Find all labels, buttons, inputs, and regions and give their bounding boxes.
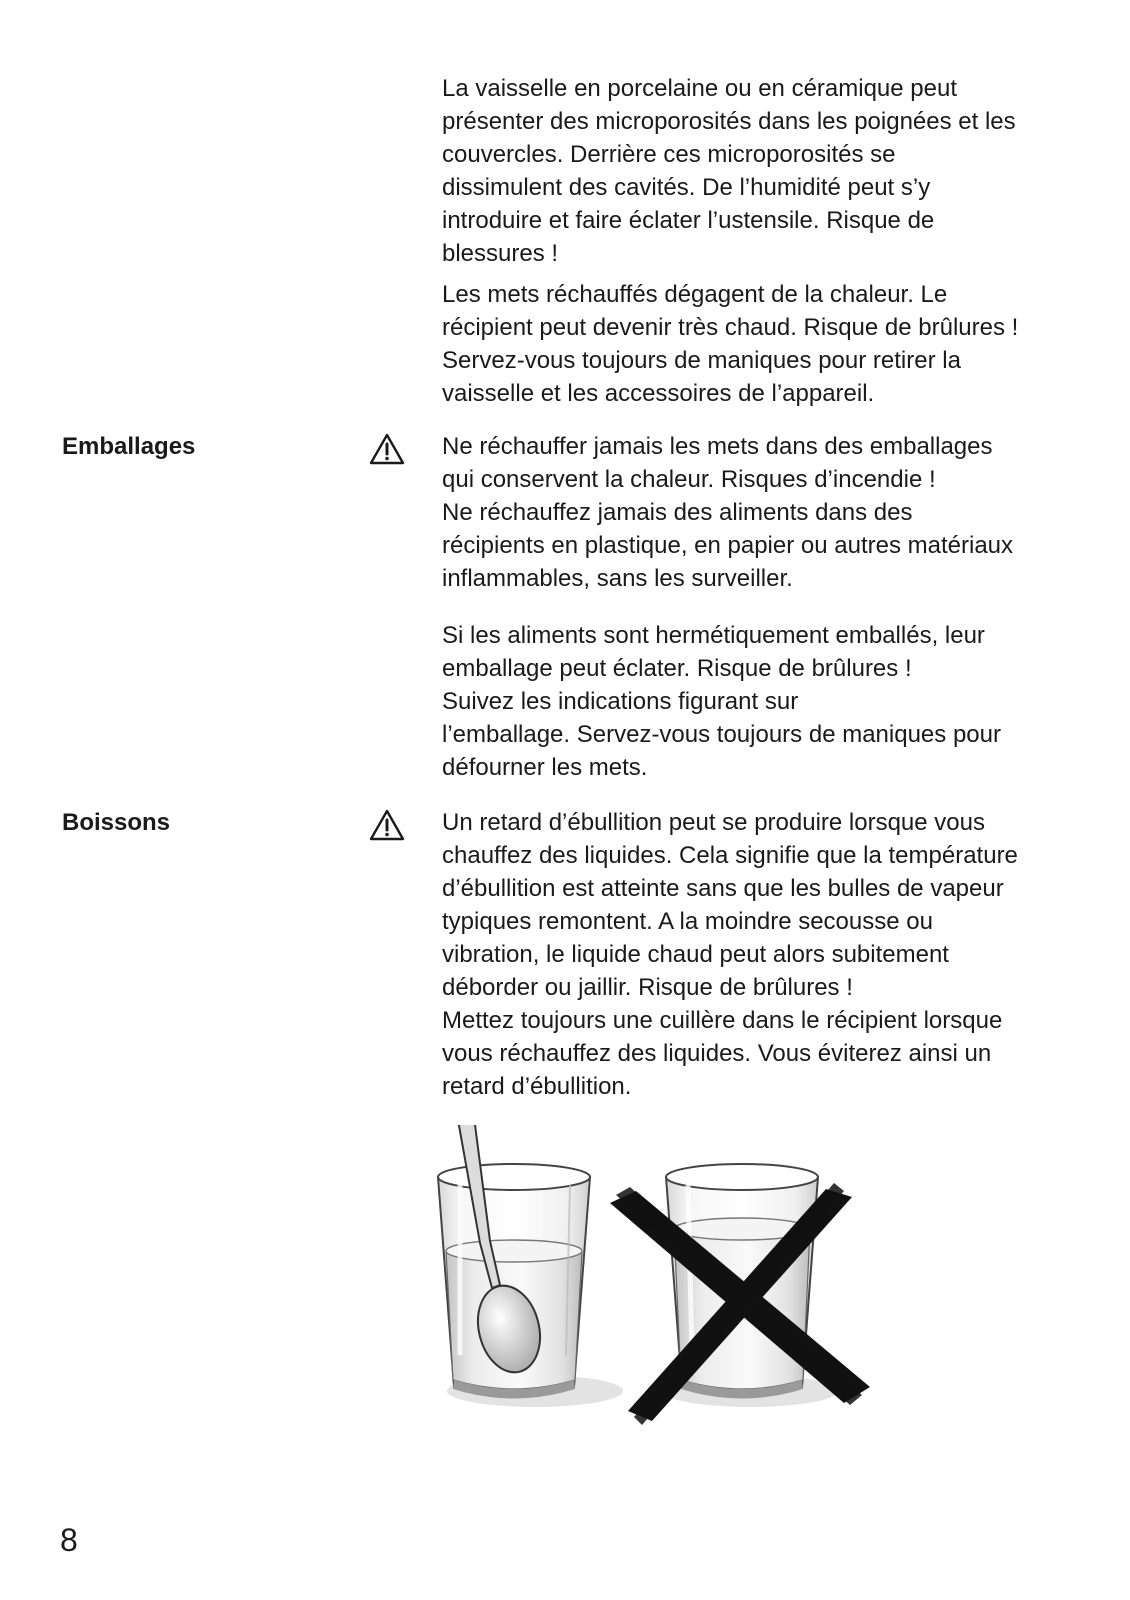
text-line: Si les aliments sont hermétiquement emballés, leur <box>442 622 985 649</box>
section-heading-boissons: Boissons <box>62 809 171 836</box>
text-line: vibration, le liquide chaud peut alors subitement <box>442 941 949 968</box>
page-number: 8 <box>60 1522 78 1558</box>
text-line: vaisselle et les accessoires de l’appareil. <box>442 380 875 407</box>
text-line: vous réchauffez des liquides. Vous éviterez ainsi un <box>442 1040 992 1067</box>
glasses-illustration <box>430 1125 880 1440</box>
text-line: Les mets réchauffés dégagent de la chaleur. Le <box>442 281 948 308</box>
paragraph-packaging-heat <box>442 430 1082 595</box>
text-line: blessures ! <box>442 240 559 267</box>
text-line: La vaisselle en porcelaine ou en céramique peut <box>442 75 958 102</box>
text-line: d’ébullition est atteinte sans que les bulles de vapeur <box>442 875 1004 902</box>
section-heading-emballages: Emballages <box>62 433 196 460</box>
text-line: l’emballage. Servez-vous toujours de maniques pour <box>442 721 1001 748</box>
warning-triangle-icon <box>368 808 406 842</box>
text-line: inflammables, sans les surveiller. <box>442 565 793 592</box>
glass-with-spoon <box>438 1125 623 1407</box>
text-line: défourner les mets. <box>442 754 648 781</box>
text-line: dissimulent des cavités. De l’humidité peut s’y <box>442 174 931 201</box>
text-line: couvercles. Derrière ces microporosités se <box>442 141 896 168</box>
text-line: qui conservent la chaleur. Risques d’incendie ! <box>442 466 936 493</box>
text-line: introduire et faire éclater l’ustensile. Risque de <box>442 207 935 234</box>
paragraph-porcelain-warning <box>442 72 1082 270</box>
text-line: Un retard d’ébullition peut se produire lorsque vous <box>442 809 985 836</box>
text-line: présenter des microporosités dans les poignées et les <box>442 108 1016 135</box>
text-line: récipient peut devenir très chaud. Risque de brûlures ! <box>442 314 1019 341</box>
text-line: retard d’ébullition. <box>442 1073 632 1100</box>
text-line: Ne réchauffer jamais les mets dans des emballages <box>442 433 993 460</box>
text-line: typiques remontent. A la moindre secousse ou <box>442 908 933 935</box>
paragraph-hot-dishes <box>442 278 1082 410</box>
text-line: récipients en plastique, en papier ou autres matériaux <box>442 532 1014 559</box>
warning-triangle-icon <box>368 432 406 466</box>
text-line: Suivez les indications figurant sur <box>442 688 799 715</box>
text-line: déborder ou jaillir. Risque de brûlures ! <box>442 974 853 1001</box>
text-line: Servez-vous toujours de maniques pour retirer la <box>442 347 961 374</box>
paragraph-sealed-packaging <box>442 619 1082 784</box>
text-line: Ne réchauffez jamais des aliments dans des <box>442 499 913 526</box>
text-line: chauffez des liquides. Cela signifie que la température <box>442 842 1018 869</box>
text-line: Mettez toujours une cuillère dans le récipient lorsque <box>442 1007 1003 1034</box>
paragraph-boiling-delay <box>442 806 1082 1103</box>
text-line: emballage peut éclater. Risque de brûlures ! <box>442 655 912 682</box>
